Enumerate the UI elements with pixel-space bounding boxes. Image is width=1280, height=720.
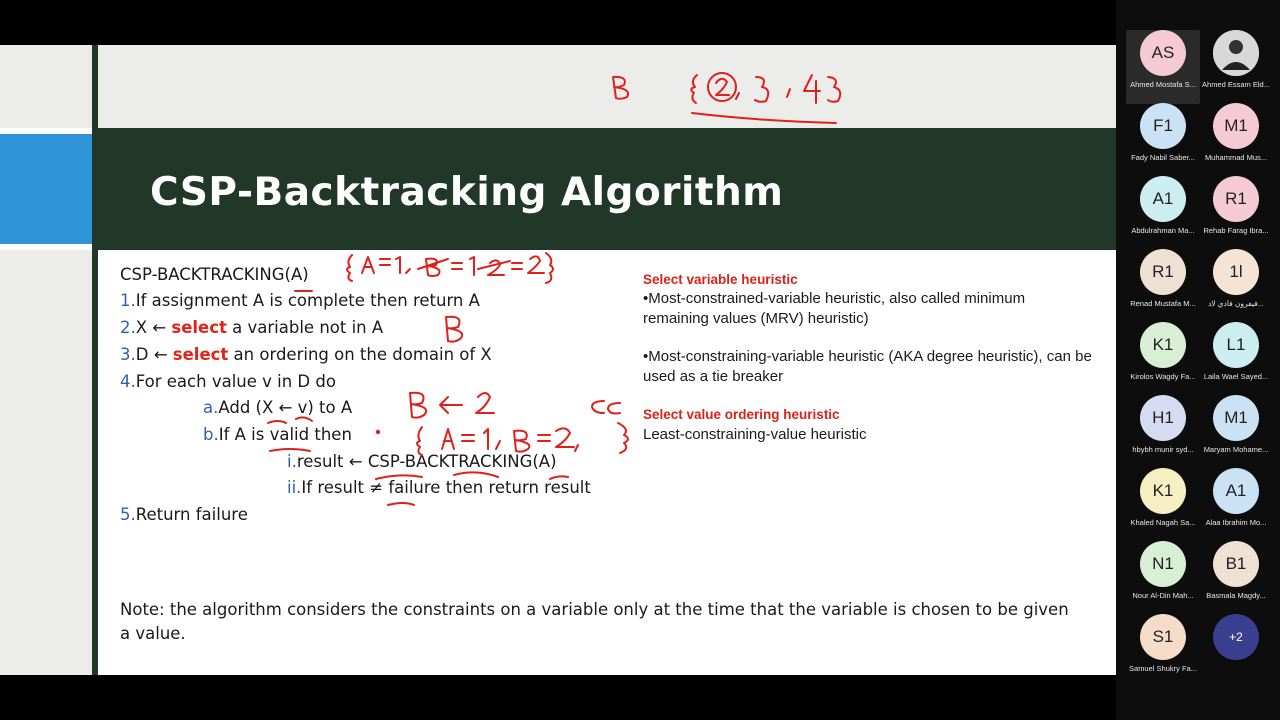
- ink-set1: [347, 255, 352, 281]
- ink-top-comma2: [787, 89, 790, 97]
- ink-set2: [417, 427, 422, 455]
- participant-photo: [1213, 30, 1259, 76]
- algorithm-header: CSP-BACKTRACKING(A): [120, 265, 309, 284]
- participant-avatar: K1: [1140, 322, 1186, 368]
- step-text: If assignment A is complete then return A: [135, 291, 480, 310]
- step-text-rest: an ordering on the domain of X: [228, 345, 492, 364]
- step-text: If result ≠ failure then return result: [301, 478, 591, 497]
- slide-title: CSP-Backtracking Algorithm: [150, 170, 784, 215]
- ink-top-brace-open: [691, 75, 697, 103]
- participant-name: Renad Mustafa M...: [1130, 299, 1196, 308]
- participant-name: Laila Wael Sayed...: [1203, 372, 1269, 381]
- participant-tile[interactable]: [1199, 322, 1273, 396]
- participant-name: Nour Al-Din Mah...: [1132, 591, 1194, 600]
- participants-panel: [1116, 0, 1280, 720]
- participant-tile[interactable]: [1126, 614, 1200, 688]
- step-number: 3.: [120, 345, 136, 364]
- step-text-rest: a variable not in A: [226, 318, 384, 337]
- participant-avatar: A1: [1213, 468, 1259, 514]
- participant-name: Ahmed Essam Eld...: [1202, 80, 1270, 89]
- participant-avatar: R1: [1140, 249, 1186, 295]
- participant-tile[interactable]: [1126, 249, 1200, 323]
- variable-heuristic-item-1: •Most-constrained-variable heuristic, also called minimum remaining values (MRV) heuristic): [643, 290, 1026, 327]
- participant-tile[interactable]: [1126, 541, 1200, 615]
- step-number: 2.: [120, 318, 136, 337]
- variable-heuristic-item-2: •Most-constraining-variable heuristic (AKA degree heuristic), can be used as a tie breaker: [643, 348, 1092, 385]
- participant-avatar: AS: [1140, 30, 1186, 76]
- step-text: result ← CSP-BACKTRACKING(A): [296, 452, 557, 471]
- more-participants-button[interactable]: [1199, 614, 1273, 688]
- ink-B-mark: [446, 317, 462, 342]
- participant-tile[interactable]: [1126, 395, 1200, 469]
- participant-tile[interactable]: [1126, 176, 1200, 250]
- presentation-slide: [0, 45, 1116, 675]
- participant-name: Basmala Magdy...: [1206, 591, 1266, 600]
- participant-avatar: K1: [1140, 468, 1186, 514]
- participant-tile[interactable]: [1126, 30, 1200, 104]
- participant-name: Rehab Farag Ibra...: [1203, 226, 1269, 235]
- ink-top-2: [716, 79, 729, 95]
- participant-tile[interactable]: [1126, 103, 1200, 177]
- step-number: b.: [203, 425, 219, 444]
- handwritten-annotations: [0, 45, 1116, 675]
- participant-name: Kirolos Wagdy Fa...: [1130, 372, 1196, 381]
- step-keyword: select: [172, 345, 229, 364]
- ink-top-B: [613, 77, 628, 99]
- slide-note: Note: the algorithm considers the constraints on a variable only at the time that the variable is chosen to be given a value.: [120, 600, 1069, 643]
- value-heuristic-title: Select value ordering heuristic: [643, 407, 840, 422]
- step-number: 5.: [120, 505, 136, 524]
- participant-avatar: S1: [1140, 614, 1186, 660]
- step-text: Add (X ← v) to A: [218, 398, 353, 417]
- step-number: ii.: [287, 478, 302, 497]
- participant-tile[interactable]: [1199, 541, 1273, 615]
- participant-tile[interactable]: [1199, 395, 1273, 469]
- ink-top-circle: [708, 73, 736, 101]
- participant-name: hbybh munir syd...: [1132, 445, 1194, 454]
- participant-avatar: B1: [1213, 541, 1259, 587]
- participant-avatar: M1: [1213, 395, 1259, 441]
- ink-top-comma1: [736, 93, 739, 99]
- step-number: 1.: [120, 291, 136, 310]
- step-text: For each value v in D do: [135, 372, 336, 391]
- participant-avatar: R1: [1213, 176, 1259, 222]
- participant-avatar: A1: [1140, 176, 1186, 222]
- participant-name: Ahmed Mostafa S...: [1130, 80, 1196, 89]
- participant-avatar: +2: [1213, 614, 1259, 660]
- ink-cc: [592, 401, 620, 414]
- participant-name: Maryam Mohame...: [1203, 445, 1269, 454]
- ink-top-4: [804, 75, 820, 103]
- participant-tile[interactable]: [1199, 249, 1273, 323]
- participant-tile[interactable]: [1199, 176, 1273, 250]
- participant-name: Abdulrahman Ma...: [1131, 226, 1195, 235]
- participant-avatar: 1l: [1213, 249, 1259, 295]
- participant-name: Samuel Shukry Fa...: [1129, 664, 1197, 673]
- participant-avatar: L1: [1213, 322, 1259, 368]
- ink-top-underline: [692, 113, 836, 123]
- participant-name: فيفرون فادي لاد...: [1207, 299, 1265, 308]
- participant-tile[interactable]: [1199, 30, 1273, 104]
- participant-avatar: H1: [1140, 395, 1186, 441]
- step-text: If A is valid then: [218, 425, 352, 444]
- step-keyword: select: [171, 318, 227, 337]
- ink-top-3: [755, 77, 768, 102]
- participant-avatar: F1: [1140, 103, 1186, 149]
- step-text: Return failure: [135, 505, 248, 524]
- participant-name: Khaled Nagah Sa...: [1130, 518, 1196, 527]
- participant-tile[interactable]: [1126, 468, 1200, 542]
- participant-tile[interactable]: [1199, 468, 1273, 542]
- participant-name: Alaa Ibrahim Mo...: [1205, 518, 1267, 527]
- ink-assign: [410, 393, 426, 418]
- step-number: 4.: [120, 372, 136, 391]
- step-number: i.: [287, 452, 297, 471]
- participant-avatar: N1: [1140, 541, 1186, 587]
- step-number: a.: [203, 398, 219, 417]
- ink-top-3b: [828, 77, 840, 102]
- participant-avatar: M1: [1213, 103, 1259, 149]
- participant-name: Fady Nabil Saber...: [1131, 153, 1195, 162]
- participant-name: Muhammad Mus...: [1204, 153, 1268, 162]
- participant-tile[interactable]: [1126, 322, 1200, 396]
- variable-heuristic-title: Select variable heuristic: [643, 272, 798, 287]
- step-text: D ←: [135, 345, 173, 364]
- participant-tile[interactable]: [1199, 103, 1273, 177]
- value-heuristic-item: Least-constraining-value heuristic: [643, 426, 867, 443]
- step-text: X ←: [135, 318, 172, 337]
